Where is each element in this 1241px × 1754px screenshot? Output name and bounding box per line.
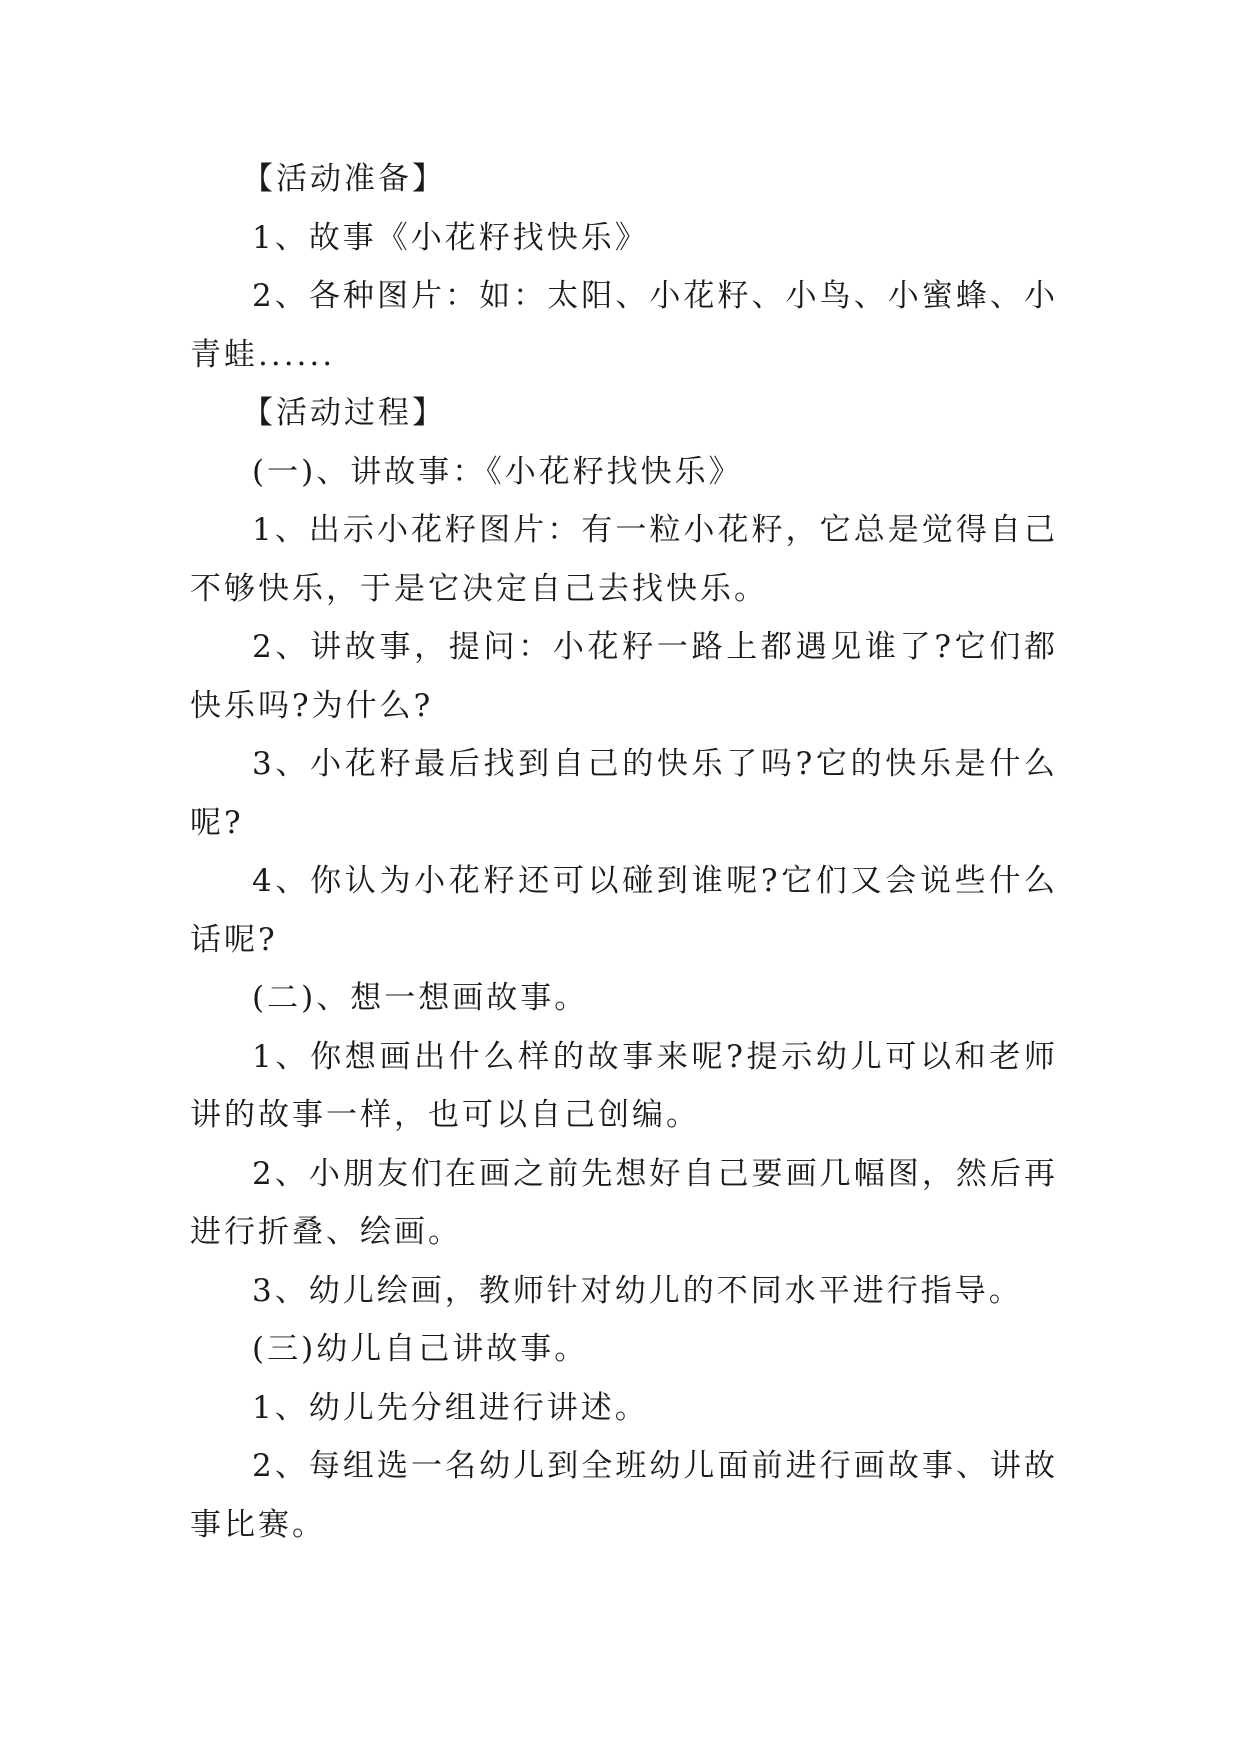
paragraph-part-1-step-3: 3、小花籽最后找到自己的快乐了吗?它的快乐是什么呢? [190, 746, 1058, 841]
paragraph-part-3-title: (三)幼儿自己讲故事。 [252, 1331, 589, 1367]
paragraph-prep-1: 1、故事《小花籽找快乐》 [252, 219, 649, 256]
paragraph-part-3-step-1: 1、幼儿先分组进行讲述。 [252, 1389, 649, 1426]
paragraph-part-1-step-4: 4、你认为小花籽还可以碰到谁呢?它们又会说些什么话呢? [190, 863, 1058, 958]
paragraph-part-2-title: (二)、想一想画故事。 [252, 980, 589, 1016]
document-body [190, 150, 1058, 1554]
paragraph-part-1-title: (一)、讲故事：《小花籽找快乐》 [252, 453, 743, 490]
paragraph-part-1-step-1: 1、出示小花籽图片：有一粒小花籽，它总是觉得自己不够快乐，于是它决定自己去找快乐。 [190, 512, 1058, 607]
paragraph-part-2-step-1: 1、你想画出什么样的故事来呢?提示幼儿可以和老师讲的故事一样，也可以自己创编。 [190, 1038, 1058, 1133]
paragraph-part-2-step-3: 3、幼儿绘画，教师针对幼儿的不同水平进行指导。 [252, 1272, 1023, 1309]
paragraph-part-1-step-2: 2、讲故事，提问：小花籽一路上都遇见谁了?它们都快乐吗?为什么? [190, 629, 1058, 724]
section-heading-process: 【活动过程】 [242, 395, 446, 431]
paragraph-prep-2: 2、各种图片：如：太阳、小花籽、小鸟、小蜜蜂、小青蛙...... [190, 278, 1058, 373]
section-heading-preparation: 【活动准备】 [242, 161, 446, 197]
paragraph-part-3-step-2: 2、每组选一名幼儿到全班幼儿面前进行画故事、讲故事比赛。 [190, 1448, 1058, 1543]
paragraph-part-2-step-2: 2、小朋友们在画之前先想好自己要画几幅图，然后再进行折叠、绘画。 [190, 1155, 1058, 1250]
